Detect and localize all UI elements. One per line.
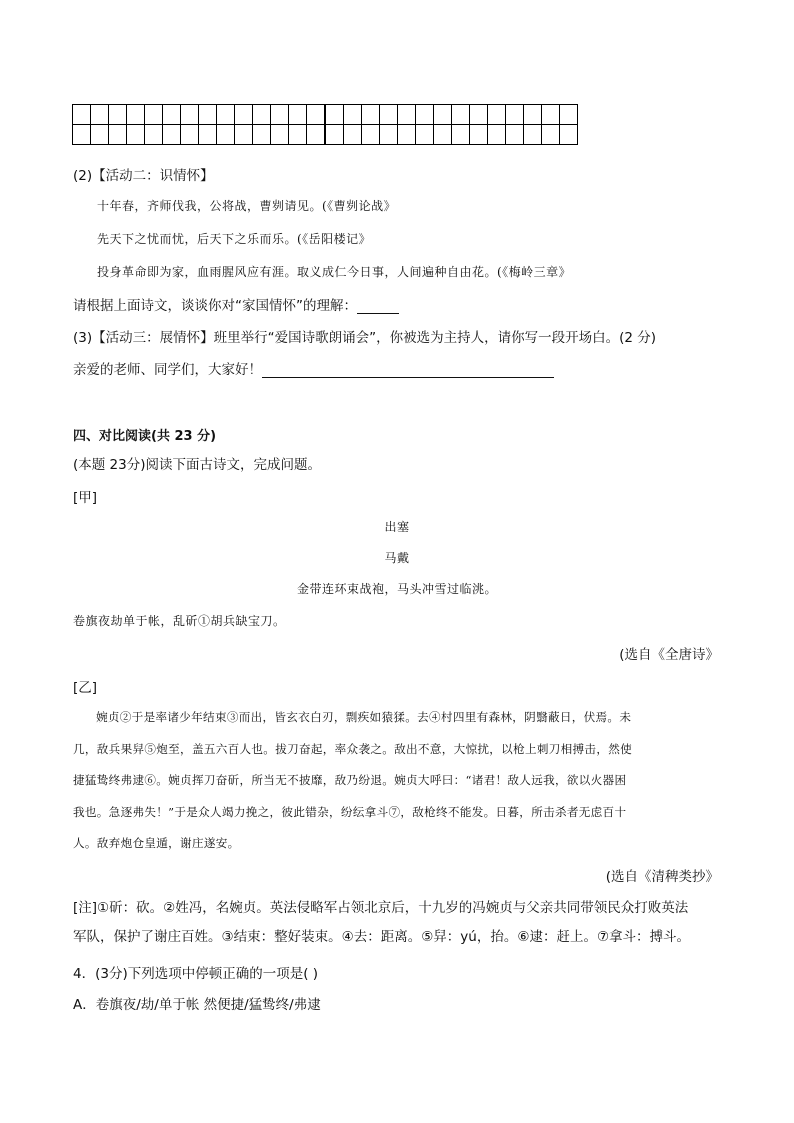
grid-cell[interactable] (253, 125, 271, 145)
grid-cell[interactable] (307, 125, 326, 145)
grid-cell[interactable] (506, 105, 524, 125)
grid-cell[interactable] (488, 105, 506, 125)
poem-title: 出塞 (384, 520, 410, 534)
prose-line: 人。敌弃炮仓皇遁，谢庄遂安。 (73, 836, 240, 850)
grid-cell[interactable] (73, 105, 91, 125)
annotation-notes (73, 894, 733, 952)
poem-source: (选自《全唐诗》 (619, 647, 719, 663)
grid-cell[interactable] (271, 125, 289, 145)
grid-cell[interactable] (325, 125, 344, 145)
grid-cell[interactable] (560, 105, 578, 125)
prose-marker: [乙] (73, 680, 98, 696)
grid-cell[interactable] (325, 105, 344, 125)
grid-cell[interactable] (434, 105, 452, 125)
grid-cell[interactable] (307, 105, 326, 125)
grid-cell[interactable] (91, 125, 109, 145)
grid-cell[interactable] (560, 125, 578, 145)
grid-cell[interactable] (199, 125, 217, 145)
prose-passage (73, 702, 721, 860)
activity3-opening: 亲爱的老师、同学们，大家好！ (73, 362, 262, 378)
question-4-stem: 4．(3分)下列选项中停顿正确的一项是( ) (73, 966, 319, 982)
grid-cell[interactable] (289, 125, 307, 145)
grid-row (73, 125, 578, 145)
grid-cell[interactable] (398, 105, 416, 125)
activity2-question-text: 请根据上面诗文，谈谈你对“家国情怀”的理解： (73, 298, 357, 314)
grid-cell[interactable] (109, 125, 127, 145)
grid-cell[interactable] (235, 125, 253, 145)
grid-cell[interactable] (524, 105, 542, 125)
poem-marker: [甲] (73, 490, 98, 506)
poem-author: 马戴 (384, 551, 410, 565)
prose-line: 我也。急逐弗失！”于是众人竭力挽之，彼此错杂，纷纭拿斗⑦，敌枪终不能发。日暮，所击杀者无虑百十 (73, 804, 627, 819)
activity2-heading: (2)【活动二：识情怀】 (73, 168, 214, 184)
grid-cell[interactable] (163, 105, 181, 125)
grid-cell[interactable] (109, 105, 127, 125)
grid-cell[interactable] (398, 125, 416, 145)
prose-line: 婉贞②于是率诸少年结束③而出，皆玄衣白刃，剽疾如猿猱。去④村四里有森林，阴翳蔽日，伏焉。未 (96, 710, 632, 724)
grid-cell[interactable] (217, 125, 235, 145)
grid-cell[interactable] (416, 105, 434, 125)
grid-cell[interactable] (127, 125, 145, 145)
grid-cell[interactable] (470, 105, 488, 125)
grid-cell[interactable] (362, 105, 380, 125)
activity2-quote-2: 先天下之忧而忧，后天下之乐而乐。(《岳阳楼记》 (97, 232, 372, 246)
grid-cell[interactable] (542, 125, 560, 145)
grid-cell[interactable] (91, 105, 109, 125)
prose-source: (选自《清稗类抄》 (605, 869, 719, 885)
activity2-question (73, 294, 399, 314)
answer-blank-activity3[interactable] (262, 363, 554, 378)
notes-line-1: [注]①斫：砍。②姓冯，名婉贞。英法侵略军占领北京后，十九岁的冯婉贞与父亲共同带领民众打败英法 (73, 900, 689, 916)
grid-cell[interactable] (253, 105, 271, 125)
poem-line-2: 卷旗夜劫单于帐，乱斫①胡兵缺宝刀。 (73, 614, 286, 628)
notes-line-2: 军队，保护了谢庄百姓。③结束：整好装束。④去：距离。⑤舁：yú，抬。⑥逮：赶上。⑦拿斗：搏斗。 (73, 929, 691, 945)
grid-cell[interactable] (434, 125, 452, 145)
grid-cell[interactable] (452, 125, 470, 145)
grid-cell[interactable] (127, 105, 145, 125)
poem-line-1: 金带连环束战袍，马头冲雪过临洮。 (296, 582, 497, 596)
grid-cell[interactable] (271, 105, 289, 125)
grid-cell[interactable] (181, 125, 199, 145)
grid-cell[interactable] (235, 105, 253, 125)
activity2-quote-3: 投身革命即为家，血雨腥风应有涯。取义成仁今日事，人间遍种自由花。(《梅岭三章》 (97, 265, 572, 279)
grid-cell[interactable] (217, 105, 235, 125)
answer-blank-activity2[interactable] (357, 299, 399, 314)
activity3-heading: (3)【活动三：展情怀】班里举行“爱国诗歌朗诵会”，你被选为主持人，请你写一段开场白。(2 分) (73, 330, 657, 346)
grid-cell[interactable] (344, 125, 362, 145)
prose-line: 几，敌兵果舁⑤炮至，盖五六百人也。拔刀奋起，率众袭之。敌出不意，大惊扰，以枪上刺刀相搏击，然使 (73, 741, 633, 756)
grid-cell[interactable] (362, 125, 380, 145)
section4-intro: (本题 23分)阅读下面古诗文，完成问题。 (73, 457, 322, 473)
answer-writing-grid[interactable] (72, 104, 578, 145)
grid-row (73, 105, 578, 125)
grid-cell[interactable] (488, 125, 506, 145)
grid-cell[interactable] (524, 125, 542, 145)
grid-cell[interactable] (380, 105, 398, 125)
grid-cell[interactable] (289, 105, 307, 125)
grid-cell[interactable] (163, 125, 181, 145)
grid-cell[interactable] (199, 105, 217, 125)
grid-cell[interactable] (145, 125, 163, 145)
activity3-opening-line (73, 358, 554, 378)
grid-cell[interactable] (452, 105, 470, 125)
grid-cell[interactable] (506, 125, 524, 145)
grid-cell[interactable] (380, 125, 398, 145)
question-4-option-a[interactable]: A．卷旗夜/劫/单于帐 然便捷/猛鸷终/弗逮 (73, 997, 321, 1013)
grid-cell[interactable] (416, 125, 434, 145)
grid-cell[interactable] (73, 125, 91, 145)
activity2-quote-1: 十年春，齐师伐我，公将战，曹刿请见。(《曹刿论战》 (97, 199, 397, 213)
grid-cell[interactable] (470, 125, 488, 145)
section4-title: 四、对比阅读(共 23 分) (73, 429, 217, 444)
grid-cell[interactable] (542, 105, 560, 125)
grid-cell[interactable] (145, 105, 163, 125)
prose-line: 捷猛鸷终弗逮⑥。婉贞挥刀奋斫，所当无不披靡，敌乃纷退。婉贞大呼曰：“诸君！敌人远我，欲以火器困 (73, 773, 627, 787)
grid-cell[interactable] (181, 105, 199, 125)
grid-cell[interactable] (344, 105, 362, 125)
